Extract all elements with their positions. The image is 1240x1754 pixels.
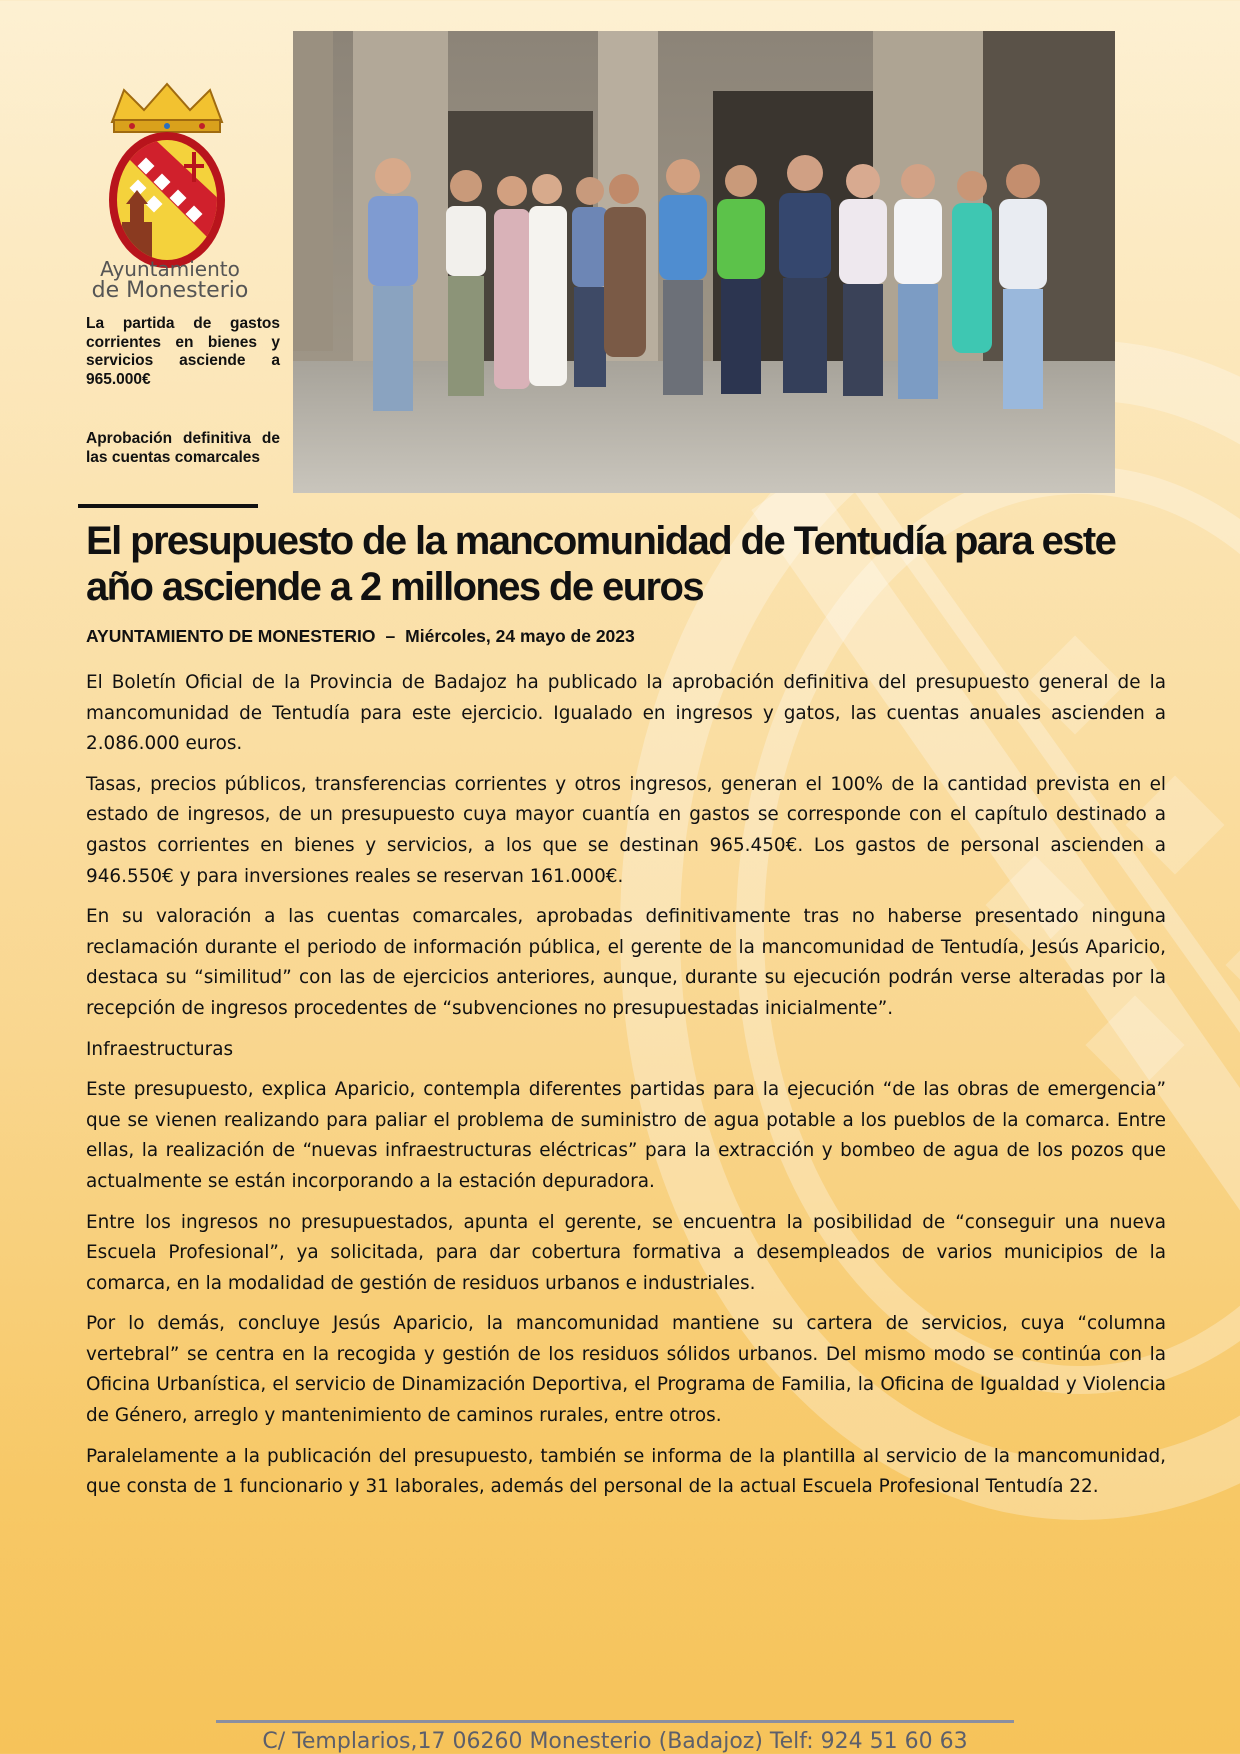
byline-source: AYUNTAMIENTO DE MONESTERIO	[86, 626, 376, 646]
article-paragraph: El Boletín Oficial de la Provincia de Badajoz ha publicado la aprobación definitiva del presupuesto general de la mancomunidad de Tentudía para este ejercicio. Igualado en ingresos y gatos, las cuentas anuales ascienden a 2.086.000 euros.	[86, 672, 1166, 755]
article-body	[86, 668, 1166, 1513]
headline-rule	[78, 504, 258, 508]
footer-rule	[216, 1720, 1014, 1723]
byline-separator: –	[385, 626, 396, 646]
article-headline: El presupuesto de la mancomunidad de Tentudía para este año asciende a 2 millones de euros	[86, 519, 1116, 609]
article-paragraph: Por lo demás, concluye Jesús Aparicio, la mancomunidad mantiene su cartera de servicios, cuya “columna vertebral” se centra en la recogida y gestión de los residuos sólidos urbanos. Del mismo modo se continúa con la Oficina Urbanística, el servicio de Dinamización Deportiva, el Programa de Familia, la Oficina de Igualdad y Violencia de Género, arreglo y mantenimiento de caminos rurales, entre otros.	[86, 1313, 1166, 1427]
article-paragraph: Entre los ingresos no presupuestados, apunta el gerente, se encuentra la posibilidad de “conseguir una nueva Escuela Profesional”, ya solicitada, para dar cobertura formativa a desempleados de varios municipios de la comarca, en la modalidad de gestión de residuos urbanos e industriales.	[86, 1211, 1166, 1294]
footer-address: C/ Templarios,17 06260 Monesterio (Badajoz) Telf: 924 51 60 63	[262, 1729, 968, 1754]
article-paragraph: Este presupuesto, explica Aparicio, contempla diferentes partidas para la ejecución “de las obras de emergencia” que se vienen realizando para paliar el problema de suministro de agua potable a los pueblos de la comarca. Entre ellas, la realización de “nuevas infraestructuras eléctricas” para la extracción y bombeo de agua de los pozos que actualmente se están incorporando a la estación depuradora.	[86, 1079, 1166, 1192]
article-subheading: Infraestructuras	[86, 1038, 234, 1060]
article-paragraph: En su valoración a las cuentas comarcales, aprobadas definitivamente tras no haberse presentado ninguna reclamación durante el periodo de información pública, el gerente de la mancomunidad de Tentudía, Jesús Aparicio, destaca su “similitud” con las de ejercicios anteriores, aunque, durante su ejecución podrán verse alteradas por la recepción de ingresos procedentes de “subvenciones no presupuestadas inicialmente”.	[86, 906, 1166, 1019]
byline-date: Miércoles, 24 mayo de 2023	[405, 626, 635, 646]
article-paragraph: Paralelamente a la publicación del presupuesto, también se informa de la plantilla al servicio de la mancomunidad, que consta de 1 funcionario y 31 laborales, además del personal de la actual Escuela Profesional Tentudía 22.	[86, 1445, 1166, 1498]
logo-line-2: de Monesterio	[91, 278, 249, 303]
logo-line-1: Ayuntamiento	[100, 257, 240, 281]
byline	[86, 626, 635, 647]
logo-wordmark	[70, 258, 270, 302]
group-photo	[293, 31, 1115, 493]
article-paragraph: Tasas, precios públicos, transferencias corrientes y otros ingresos, generan el 100% de la cantidad prevista en el estado de ingresos, de un presupuesto cuya mayor cuantía en gastos se corresponde con el capítulo destinado a gastos corrientes en bienes y servicios, a los que se destinan 965.450€. Los gastos de personal ascienden a 946.550€ y para inversiones reales se reservan 161.000€.	[86, 773, 1166, 887]
sidebar-note-approval: Aprobación definitiva de las cuentas comarcales	[86, 430, 280, 466]
sidebar-note-budget: La partida de gastos corrientes en bienes y servicios asciende a 965.000€	[86, 315, 280, 388]
